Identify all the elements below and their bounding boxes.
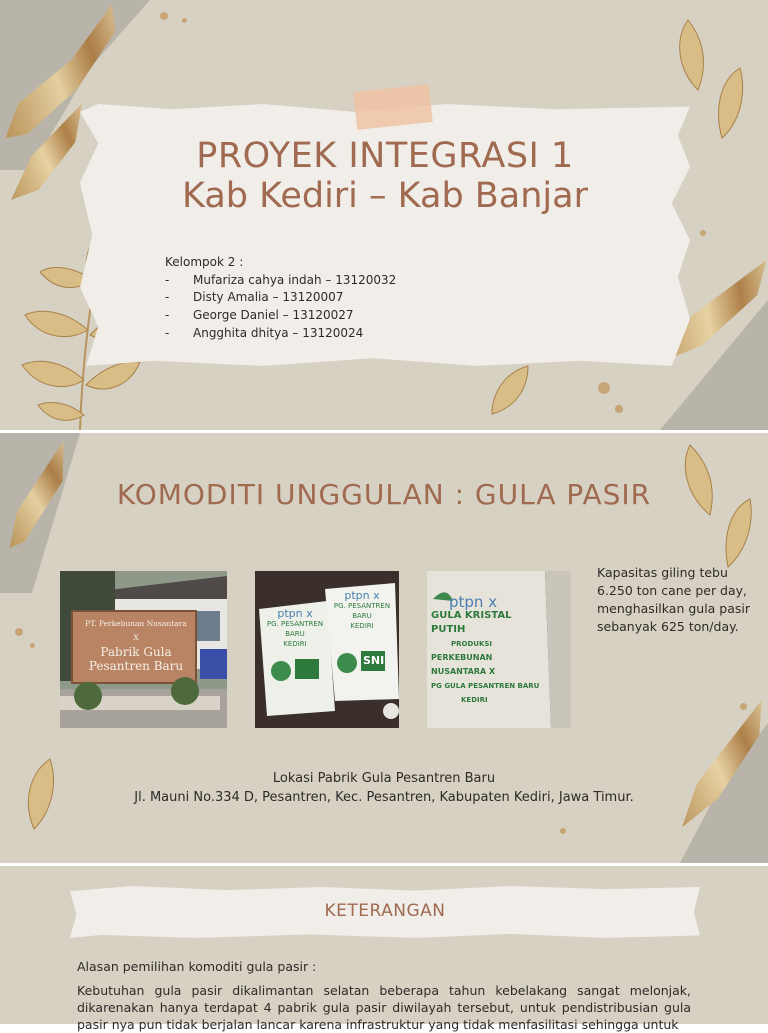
gold-dot — [615, 405, 623, 413]
location-address: Jl. Mauni No.334 D, Pesantren, Kec. Pesantren, Kabupaten Kediri, Jawa Timur. — [134, 790, 634, 805]
reason-label: Alasan pemilihan komoditi gula pasir : — [77, 959, 317, 974]
sni-mark: SNI — [363, 654, 385, 667]
group-label: Kelompok 2 : — [165, 255, 244, 269]
gold-dot — [560, 828, 566, 834]
gold-dot — [182, 18, 187, 23]
gold-dot — [30, 643, 35, 648]
list-item: - Disty Amalia – 13120007 — [165, 290, 344, 305]
sugar-bag-photo — [255, 571, 399, 728]
gold-dot — [740, 703, 747, 710]
title-slide — [0, 0, 768, 430]
sign-text: PT. Perkebunan Nusantara X Pabrik Gula Pesantren Baru — [85, 619, 187, 673]
list-item: - Angghita dhitya – 13120024 — [165, 325, 364, 340]
list-item: - Mufariza cahya indah – 13120032 — [165, 272, 397, 287]
location-title: Lokasi Pabrik Gula Pesantren Baru — [272, 771, 496, 786]
leaf-icon — [674, 20, 754, 140]
gold-dot — [700, 230, 706, 236]
leaf-icon — [488, 364, 532, 416]
gold-dot — [15, 628, 23, 636]
section-heading: KETERANGAN — [324, 901, 446, 921]
reason-text: Kebutuhan gula pasir dikalimantan selatan beberapa tahun kebelakang sangat melonjak, dikarenakan hanya terdapat 4 pabrik gula pasir diwilayah tersebut, untuk pendistribusian gula pasir nya pun tidak berjalan lancar karena infrastruktur yang tidak menfasilitasi sehingga untuk — [77, 983, 691, 1032]
member-list — [165, 254, 396, 343]
section-heading: KOMODITI UNGGULAN : GULA PASIR — [116, 478, 652, 511]
tape-strip — [353, 84, 433, 130]
sugar-sack-photo — [427, 571, 571, 728]
gold-dot — [160, 12, 168, 20]
factory-sign-photo — [60, 571, 227, 728]
bag-label-right: ptpn x PG. PESANTREN BARU KEDIRI — [333, 589, 391, 630]
page-subtitle: Kab Kediri – Kab Banjar — [181, 176, 588, 216]
sack-text: ptpn x GULA KRISTAL PUTIH PRODUKSI PERKEBUNAN NUSANTARA X PG GULA PESANTREN BARU KEDIRI — [431, 593, 540, 704]
capacity-text: Kapasitas giling tebu 6.250 ton cane per day, menghasilkan gula pasir sebanyak 625 ton/day. — [597, 565, 751, 634]
bag-label-left: ptpn x PG. PESANTREN BARU KEDIRI — [266, 607, 324, 648]
list-item: - George Daniel – 13120027 — [165, 308, 354, 323]
page-title: PROYEK INTEGRASI 1 — [196, 136, 574, 176]
gold-dot — [598, 382, 610, 394]
